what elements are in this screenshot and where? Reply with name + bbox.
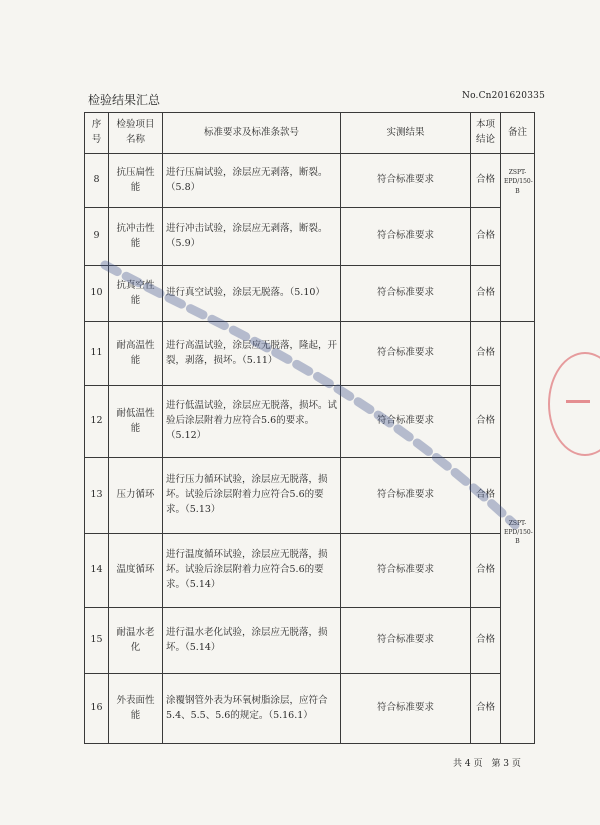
- header-req: 标准要求及标准条款号: [163, 113, 341, 154]
- row-name: 抗压扁性能: [109, 154, 163, 208]
- page-footer: 共 4 页 第 3 页: [453, 759, 521, 769]
- row-name: 温度循环: [109, 534, 163, 608]
- row-conclusion: 合格: [471, 154, 501, 208]
- report-number: No.Cn201620335: [462, 91, 546, 101]
- row-no: 15: [85, 608, 109, 674]
- row-conclusion: 合格: [471, 208, 501, 266]
- row-req: 进行压扁试验，涂层应无剥落，断裂。（5.8）: [163, 154, 341, 208]
- row-no: 14: [85, 534, 109, 608]
- header-conclusion: 本项结论: [471, 113, 501, 154]
- table-row: [85, 208, 535, 266]
- row-result: 符合标准要求: [341, 674, 471, 744]
- table-row: [85, 386, 535, 458]
- header-note: 备注: [501, 113, 535, 154]
- row-conclusion: 合格: [471, 266, 501, 322]
- table-row: [85, 608, 535, 674]
- row-note: ZSPT-EPD/150-B: [501, 322, 535, 744]
- row-result: 符合标准要求: [341, 608, 471, 674]
- table-row: [85, 154, 535, 208]
- stamp-mark-icon: [566, 400, 590, 403]
- row-conclusion: 合格: [471, 608, 501, 674]
- row-result: 符合标准要求: [341, 266, 471, 322]
- row-result: 符合标准要求: [341, 208, 471, 266]
- table-row: [85, 322, 535, 386]
- row-req: 进行真空试验，涂层无脱落。（5.10）: [163, 266, 341, 322]
- row-no: 10: [85, 266, 109, 322]
- row-req: 进行高温试验，涂层应无脱落，隆起，开裂，剥落，损坏。（5.11）: [163, 322, 341, 386]
- table-row: [85, 674, 535, 744]
- row-conclusion: 合格: [471, 322, 501, 386]
- results-table: [84, 112, 535, 744]
- header-name: 检验项目名称: [109, 113, 163, 154]
- inspection-stamp: [548, 352, 600, 456]
- row-req: 涂覆钢管外表为环氧树脂涂层，应符合5.4、5.5、5.6的规定。（5.16.1）: [163, 674, 341, 744]
- row-result: 符合标准要求: [341, 386, 471, 458]
- row-req: 进行温度循环试验，涂层应无脱落，损坏。试验后涂层附着力应符合5.6的要求。（5.14）: [163, 534, 341, 608]
- row-name: 压力循环: [109, 458, 163, 534]
- row-conclusion: 合格: [471, 674, 501, 744]
- row-result: 符合标准要求: [341, 534, 471, 608]
- row-name: 耐低温性能: [109, 386, 163, 458]
- table-row: [85, 458, 535, 534]
- row-name: 抗冲击性能: [109, 208, 163, 266]
- row-req: 进行冲击试验，涂层应无剥落，断裂。（5.9）: [163, 208, 341, 266]
- header-result: 实测结果: [341, 113, 471, 154]
- row-conclusion: 合格: [471, 534, 501, 608]
- header-no: 序号: [85, 113, 109, 154]
- row-req: 进行压力循环试验，涂层应无脱落，损坏。试验后涂层附着力应符合5.6的要求。（5.13）: [163, 458, 341, 534]
- row-result: 符合标准要求: [341, 154, 471, 208]
- row-note: ZSPT-EPD/150-B: [501, 154, 535, 322]
- row-result: 符合标准要求: [341, 322, 471, 386]
- row-no: 13: [85, 458, 109, 534]
- table-row: [85, 534, 535, 608]
- row-name: 外表面性能: [109, 674, 163, 744]
- row-no: 8: [85, 154, 109, 208]
- row-result: 符合标准要求: [341, 458, 471, 534]
- row-req: 进行温水老化试验，涂层应无脱落，损坏。（5.14）: [163, 608, 341, 674]
- row-no: 12: [85, 386, 109, 458]
- page-title: 检验结果汇总: [88, 93, 161, 107]
- row-no: 9: [85, 208, 109, 266]
- row-conclusion: 合格: [471, 458, 501, 534]
- row-no: 11: [85, 322, 109, 386]
- row-name: 耐高温性能: [109, 322, 163, 386]
- row-conclusion: 合格: [471, 386, 501, 458]
- row-req: 进行低温试验，涂层应无脱落，损坏。试验后涂层附着力应符合5.6的要求。（5.12）: [163, 386, 341, 458]
- row-no: 16: [85, 674, 109, 744]
- table-row: [85, 266, 535, 322]
- table-header-row: [85, 113, 535, 154]
- row-name: 耐温水老化: [109, 608, 163, 674]
- row-name: 抗真空性能: [109, 266, 163, 322]
